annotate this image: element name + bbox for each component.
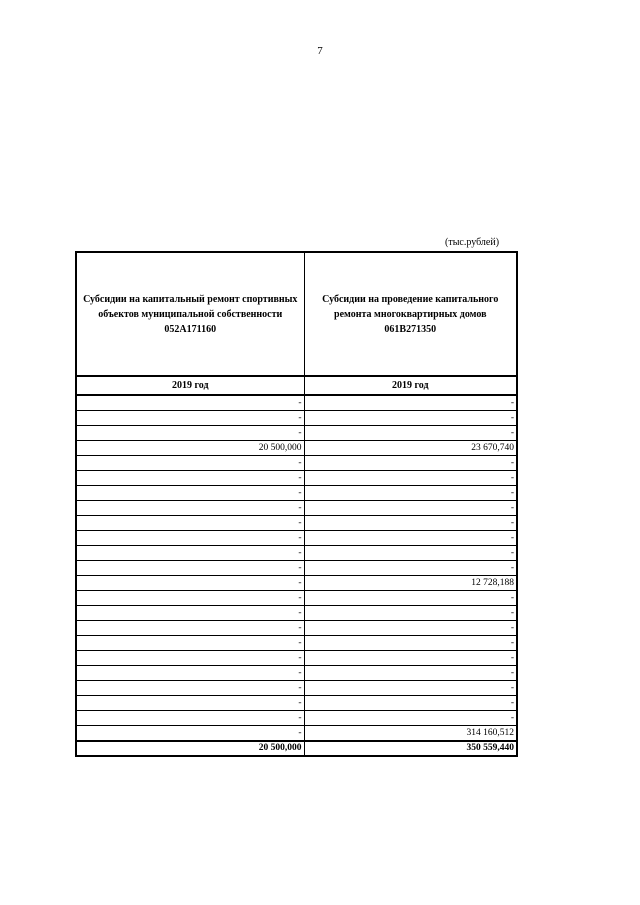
cell-housing: - xyxy=(304,651,517,666)
table-row xyxy=(76,576,517,591)
total-sports: 20 500,000 xyxy=(76,741,304,756)
cell-housing: - xyxy=(304,666,517,681)
units-label: (тыс.рублей) xyxy=(445,237,500,248)
totals-row xyxy=(76,741,517,756)
cell-housing: - xyxy=(304,426,517,441)
table-row xyxy=(76,546,517,561)
cell-housing: - xyxy=(304,516,517,531)
table-row xyxy=(76,636,517,651)
cell-housing: - xyxy=(304,395,517,411)
cell-sports: - xyxy=(76,486,304,501)
table-row xyxy=(76,651,517,666)
cell-sports: - xyxy=(76,471,304,486)
cell-sports: - xyxy=(76,621,304,636)
cell-sports: - xyxy=(76,726,304,742)
cell-housing: - xyxy=(304,501,517,516)
cell-sports: - xyxy=(76,531,304,546)
cell-housing: 314 160,512 xyxy=(304,726,517,742)
table-row xyxy=(76,696,517,711)
cell-sports: - xyxy=(76,651,304,666)
cell-sports: - xyxy=(76,516,304,531)
table-row xyxy=(76,441,517,456)
table-row xyxy=(76,561,517,576)
table-row xyxy=(76,426,517,441)
total-housing: 350 559,440 xyxy=(304,741,517,756)
table-row xyxy=(76,591,517,606)
cell-housing: - xyxy=(304,486,517,501)
cell-housing: - xyxy=(304,696,517,711)
table-row xyxy=(76,666,517,681)
cell-sports: - xyxy=(76,636,304,651)
cell-sports: - xyxy=(76,666,304,681)
cell-housing: - xyxy=(304,606,517,621)
cell-sports: - xyxy=(76,546,304,561)
cell-housing: - xyxy=(304,636,517,651)
cell-sports: - xyxy=(76,681,304,696)
table-row xyxy=(76,411,517,426)
column-header-housing: Субсидии на проведение капитального ремонта многоквартирных домов 061В271350 xyxy=(304,252,517,376)
cell-sports: - xyxy=(76,561,304,576)
page-number: 7 xyxy=(317,45,323,57)
table-row xyxy=(76,531,517,546)
cell-housing: - xyxy=(304,456,517,471)
table-row xyxy=(76,726,517,742)
column-header-sports: Субсидии на капитальный ремонт спортивных объектов муниципальной собственности 052А171160 xyxy=(76,252,304,376)
table-row xyxy=(76,606,517,621)
cell-sports: 20 500,000 xyxy=(76,441,304,456)
cell-sports: - xyxy=(76,426,304,441)
cell-housing: - xyxy=(304,546,517,561)
table-row xyxy=(76,486,517,501)
table-row xyxy=(76,681,517,696)
year-label-housing: 2019 год xyxy=(304,376,517,395)
cell-housing: 23 670,740 xyxy=(304,441,517,456)
table-row xyxy=(76,395,517,411)
cell-housing: 12 728,188 xyxy=(304,576,517,591)
cell-housing: - xyxy=(304,471,517,486)
cell-sports: - xyxy=(76,606,304,621)
cell-sports: - xyxy=(76,395,304,411)
cell-housing: - xyxy=(304,591,517,606)
cell-housing: - xyxy=(304,621,517,636)
cell-housing: - xyxy=(304,711,517,726)
cell-housing: - xyxy=(304,681,517,696)
table-row xyxy=(76,471,517,486)
subsidies-table xyxy=(75,251,518,757)
table-row xyxy=(76,501,517,516)
cell-sports: - xyxy=(76,576,304,591)
header-row xyxy=(76,252,517,376)
year-label-sports: 2019 год xyxy=(76,376,304,395)
cell-sports: - xyxy=(76,711,304,726)
table-row xyxy=(76,456,517,471)
cell-housing: - xyxy=(304,411,517,426)
cell-housing: - xyxy=(304,531,517,546)
cell-sports: - xyxy=(76,696,304,711)
table-row xyxy=(76,711,517,726)
table-row xyxy=(76,516,517,531)
cell-sports: - xyxy=(76,411,304,426)
year-row xyxy=(76,376,517,395)
cell-housing: - xyxy=(304,561,517,576)
cell-sports: - xyxy=(76,501,304,516)
cell-sports: - xyxy=(76,591,304,606)
table-row xyxy=(76,621,517,636)
cell-sports: - xyxy=(76,456,304,471)
